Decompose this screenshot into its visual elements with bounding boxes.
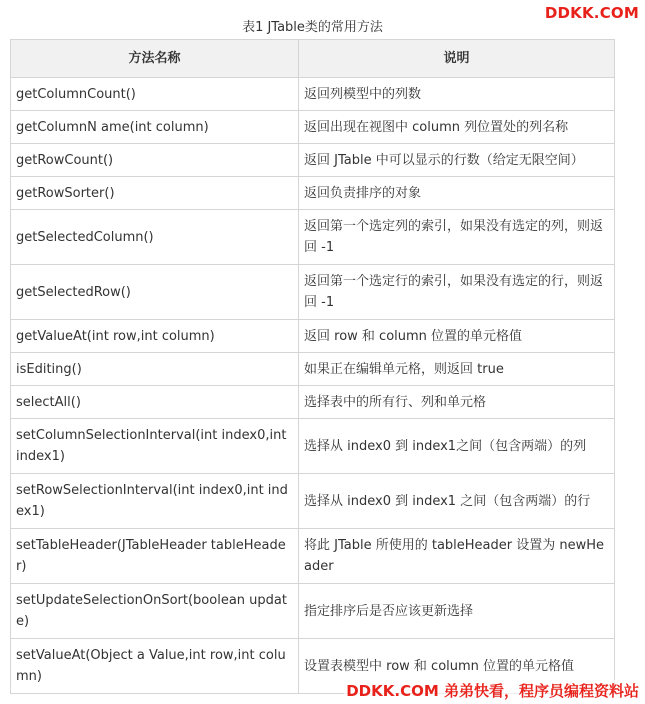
description-cell: 设置表模型中 row 和 column 位置的单元格值	[299, 639, 615, 694]
watermark-top: DDKK.COM	[544, 4, 639, 22]
table-row	[11, 474, 615, 529]
header-method-name: 方法名称	[11, 40, 299, 78]
description-cell: 选择表中的所有行、列和单元格	[299, 386, 615, 419]
method-cell: getRowCount()	[11, 144, 299, 177]
watermark-bottom: DDKK.COM 弟弟快看，程序员编程资料站	[346, 682, 639, 700]
method-cell: isEditing()	[11, 353, 299, 386]
method-cell: getColumnN ame(int column)	[11, 111, 299, 144]
table-row	[11, 210, 615, 265]
method-cell: getRowSorter()	[11, 177, 299, 210]
description-cell: 返回 row 和 column 位置的单元格值	[299, 320, 615, 353]
method-cell: setRowSelectionInterval(int index0,int index1)	[11, 474, 299, 529]
method-cell: getSelectedColumn()	[11, 210, 299, 265]
method-cell: setTableHeader(JTableHeader tableHeader)	[11, 529, 299, 584]
description-cell: 返回第一个选定列的索引，如果没有选定的列，则返回 -1	[299, 210, 615, 265]
method-cell: getSelectedRow()	[11, 265, 299, 320]
methods-table	[10, 39, 615, 694]
header-description: 说明	[299, 40, 615, 78]
table-row	[11, 144, 615, 177]
description-cell: 将此 JTable 所使用的 tableHeader 设置为 newHeader	[299, 529, 615, 584]
table-caption: 表1 JTable类的常用方法	[242, 20, 383, 35]
table-row	[11, 320, 615, 353]
description-cell: 返回出现在视图中 column 列位置处的列名称	[299, 111, 615, 144]
method-cell: setColumnSelectionInterval(int index0,int index1)	[11, 419, 299, 474]
description-cell: 指定排序后是否应该更新选择	[299, 584, 615, 639]
description-cell: 如果正在编辑单元格，则返回 true	[299, 353, 615, 386]
table-row	[11, 529, 615, 584]
table-row	[11, 78, 615, 111]
table-row	[11, 111, 615, 144]
method-cell: getColumnCount()	[11, 78, 299, 111]
description-cell: 返回第一个选定行的索引，如果没有选定的行，则返回 -1	[299, 265, 615, 320]
method-cell: setValueAt(Object a Value,int row,int column)	[11, 639, 299, 694]
table-row	[11, 177, 615, 210]
method-cell: setUpdateSelectionOnSort(boolean update)	[11, 584, 299, 639]
description-cell: 返回负责排序的对象	[299, 177, 615, 210]
description-cell: 选择从 index0 到 index1 之间（包含两端）的行	[299, 474, 615, 529]
table-row	[11, 265, 615, 320]
table-row	[11, 584, 615, 639]
table-row	[11, 353, 615, 386]
description-cell: 选择从 index0 到 index1之间（包含两端）的列	[299, 419, 615, 474]
table-row	[11, 419, 615, 474]
description-cell: 返回 JTable 中可以显示的行数（给定无限空间）	[299, 144, 615, 177]
method-cell: getValueAt(int row,int column)	[11, 320, 299, 353]
table-header-row	[11, 40, 615, 78]
method-cell: selectAll()	[11, 386, 299, 419]
description-cell: 返回列模型中的列数	[299, 78, 615, 111]
table-row	[11, 386, 615, 419]
